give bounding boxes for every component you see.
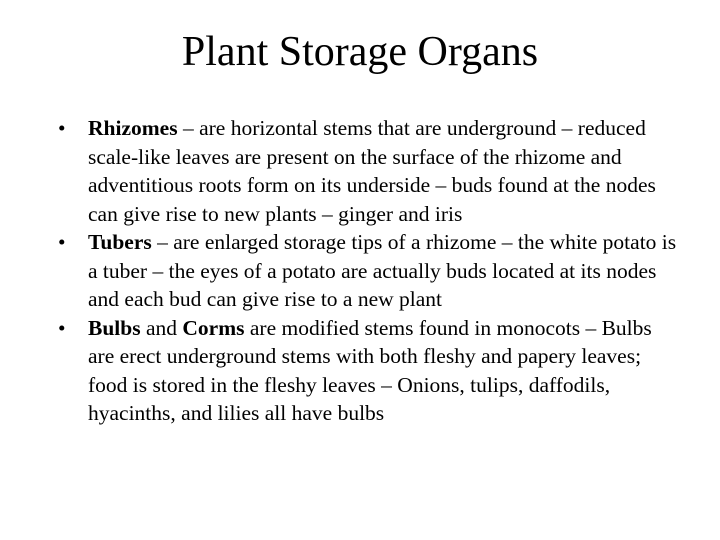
- bullet-dot-icon: •: [58, 116, 66, 140]
- bullet-item-rhizomes: [58, 114, 678, 228]
- bullet-text: are modified stems found in monocots – Bulbs are erect underground stems with both fleshy and papery leaves; food is stored in the fleshy leaves – Onions, tulips, daffodils, hyacinths, and lilies all have bulbs: [88, 315, 652, 425]
- bullet-dot-icon: •: [58, 230, 66, 254]
- term-corms: Corms: [182, 315, 245, 340]
- bullet-text: – are enlarged storage tips of a rhizome – the white potato is a tuber – the eyes of a potato are actually buds located at its nodes and each bud can give rise to a new plant: [88, 230, 677, 311]
- bullet-item-bulbs-corms: [58, 314, 678, 428]
- bullet-dot-icon: •: [58, 315, 66, 340]
- bullet-item-tubers: [58, 228, 678, 314]
- term-bulbs: Bulbs: [88, 315, 141, 340]
- term-tubers: Tubers: [88, 230, 152, 254]
- slide-title: Plant Storage Organs: [181, 29, 539, 75]
- bullet-text: and: [140, 315, 183, 340]
- bullet-list: [58, 114, 678, 428]
- term-rhizomes: Rhizomes: [88, 116, 178, 140]
- bullet-text: – are horizontal stems that are underground – reduced scale-like leaves are present on the surface of the rhizome and adventitious roots form on its underside – buds found at the nodes can give rise to new plants – ginger and iris: [88, 116, 656, 226]
